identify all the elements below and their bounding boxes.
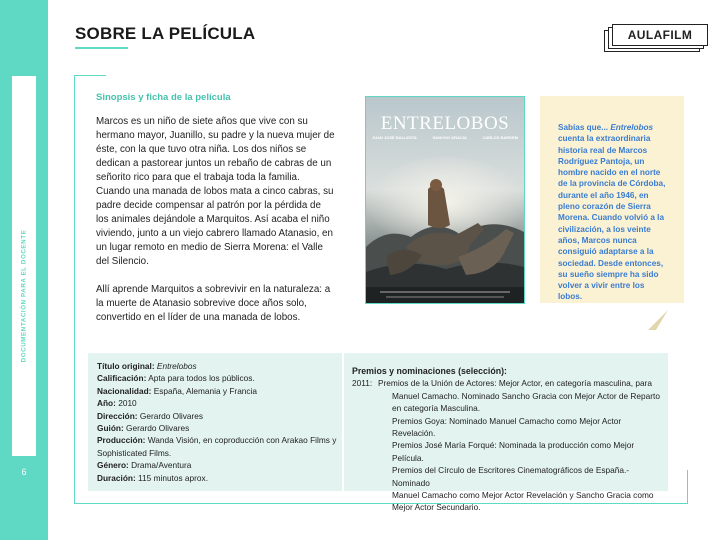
awards-year: 2011:	[352, 378, 373, 389]
sidebar-label: DOCUMENTACIÓN PARA EL DOCENTE	[20, 229, 28, 363]
synopsis-text	[96, 115, 336, 339]
tech-value: 2010	[118, 398, 137, 409]
tech-value: Gerardo Olivares	[139, 410, 204, 421]
aulafilm-logo	[604, 24, 714, 54]
award-continuation: Manuel Camacho. Nominado Sancho Gracia con Mejor Actor de Reparto en categoría Masculina.	[392, 390, 660, 414]
movie-poster	[365, 96, 525, 304]
tech-row	[97, 472, 337, 484]
tech-label: Nacionalidad:	[97, 385, 152, 396]
note-body: cuenta la extraordinaria historia real de Marcos Rodríguez Pantoja, un hombre nacido en el norte de la provincia de Córdoba, durante el año 1946, en pleno corazón de Sierra Morena. Cuando volvió a la civilización, a los veinte años, Marcos nunca consiguió adaptarse a la sociedad. Desde entonces, su sueño siempre ha sido volver a vivir entre los lobos.	[558, 134, 666, 302]
award-item	[378, 439, 664, 464]
tech-row	[97, 434, 337, 459]
synopsis-paragraph: Marcos es un niño de siete años que vive con su hermano mayor, Juanillo, su padre y la nueva mujer de éste, con la que tuvo otra niña. Los dos niños se dedican a pastorear juntos un rebaño de cabras de un señorito rico para que el trabaja toda la familia. Cuando una manada de lobos mata a cinco cabras, su padre decide compensar al patrón por la pérdida de los animales dejándole a Marquitos. Así acaba el niño viviendo, junto a un viejo cabrero llamado Atanasio, en un lugar remoto en medio de Sierra Morena: el Valle del Silencio.	[96, 116, 335, 267]
award-first-line: Premios de la Unión de Actores: Mejor Actor, en categoría masculina, para	[378, 378, 652, 389]
award-continuation: Manuel Camacho como Mejor Actor Revelación y Sancho Gracia como Mejor Actor Secundario.	[392, 490, 654, 513]
award-item	[378, 377, 664, 414]
frame-left-line	[74, 75, 75, 503]
poster-actor: CARLOS BARDEM	[482, 135, 518, 140]
poster-cast	[372, 135, 518, 140]
tech-value: 115 minutos aprox.	[138, 472, 208, 483]
tech-row	[97, 459, 337, 471]
logo-text: AULAFILM	[612, 24, 708, 46]
tech-sheet	[97, 360, 337, 484]
tech-value: España, Alemania y Francia	[153, 385, 258, 396]
award-first-line: Premios del Círculo de Escritores Cinematográficos de España.- Nominado	[392, 465, 630, 488]
page-title: SOBRE LA PELÍCULA	[75, 24, 256, 43]
tech-label: Género:	[97, 460, 129, 471]
page-number: 6	[21, 467, 27, 477]
tech-value: Wanda Visión, en coproducción con Arakao Films y Sophisticated Films.	[97, 435, 337, 458]
tech-row	[97, 422, 337, 434]
frame-top-line	[74, 75, 106, 76]
note-intro: Sabías que...	[558, 123, 609, 132]
tech-row	[97, 397, 337, 409]
tech-label: Guión:	[97, 423, 124, 434]
tech-label: Calificación:	[97, 373, 147, 384]
tech-label: Año:	[97, 398, 116, 409]
info-divider	[342, 353, 344, 491]
synopsis-heading: Sinopsis y ficha de la película	[96, 92, 231, 103]
fact-note-text	[558, 122, 670, 303]
award-item	[378, 464, 664, 514]
poster-title	[366, 113, 524, 135]
tech-label: Título original:	[97, 361, 155, 371]
note-film-title: Entrelobos	[610, 123, 654, 132]
tech-label: Dirección:	[97, 410, 138, 421]
tech-row	[97, 410, 337, 422]
synopsis-paragraph: Allí aprende Marquitos a sobrevivir en la naturaleza: a la muerte de Atanasio sobrevive doce años solo, convertido en el líder de una manada de lobos.	[96, 284, 331, 323]
tech-label: Producción:	[97, 435, 146, 446]
awards-list	[378, 377, 664, 513]
awards-section	[352, 365, 664, 514]
award-item	[378, 415, 664, 440]
title-underline	[75, 47, 128, 49]
award-first-line: Premios José María Forqué: Nominada la producción como Mejor Película.	[392, 440, 635, 463]
poster-title-left: ENTRE	[380, 113, 445, 134]
poster-title-right: LOBOS	[444, 113, 510, 134]
tech-row	[97, 385, 337, 397]
tech-value: Drama/Aventura	[131, 460, 192, 471]
tech-row	[97, 360, 337, 372]
awards-heading: Premios y nominaciones (selección):	[352, 366, 507, 376]
tech-value: Entrelobos	[156, 361, 197, 371]
frame-right-line	[687, 470, 688, 504]
tech-value: Apta para todos los públicos.	[148, 373, 255, 384]
poster-actor: JUAN JOSÉ BALLESTA	[372, 135, 417, 140]
poster-actor: SANCHO GRACIA	[432, 135, 467, 140]
tech-value: Gerardo Olivares	[126, 423, 190, 434]
award-first-line: Premios Goya: Nominado Manuel Camacho como Mejor Actor Revelación.	[392, 415, 622, 439]
tech-row	[97, 372, 337, 384]
tech-label: Duración:	[97, 472, 136, 483]
